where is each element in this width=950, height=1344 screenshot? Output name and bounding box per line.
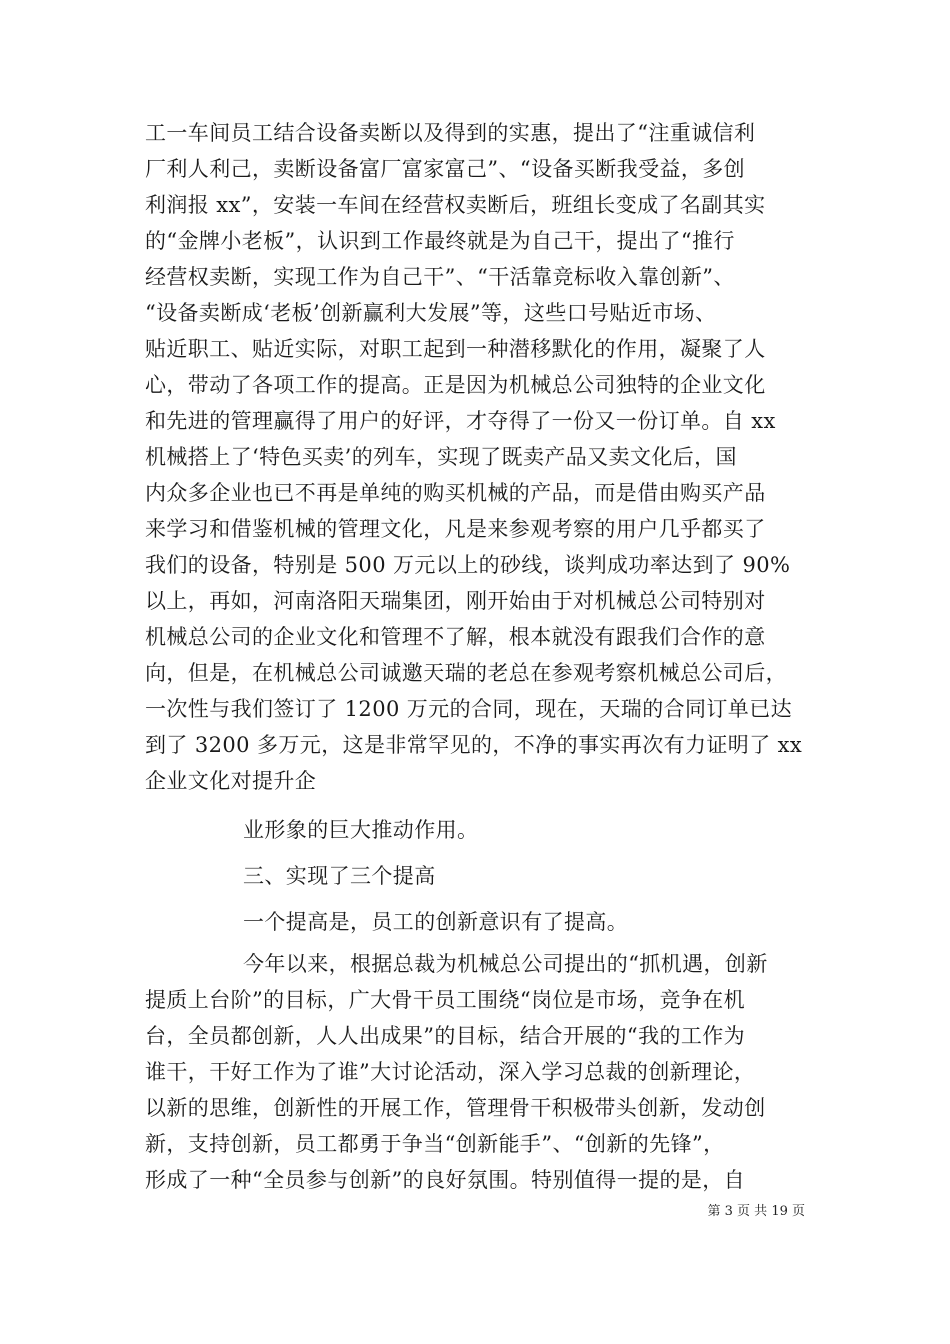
body-line-4: 的“金牌小老板”，认识到工作最终就是为自己干，提出了“推行 [145,229,735,253]
body-line-7: 贴近职工、贴近实际，对职工起到一种潜移默化的作用，凝聚了人 [145,337,766,361]
body-line-11: 内众多企业也已不再是单纯的购买机械的产品，而是借由购买产品 [145,481,766,505]
body-line-1: 工一车间员工结合设备卖断以及得到的实惠，提出了“注重诚信利 [145,121,756,145]
page-number-footer: 第 3 页 共 19 页 [707,1204,805,1219]
body-line-20: 业形象的巨大推动作用。 [243,818,479,842]
body-line-19: 企业文化对提升企 [145,769,317,793]
body-line-28: 新，支持创新，员工都勇于争当“创新能手”、“创新的先锋”， [145,1132,725,1156]
body-line-23: 今年以来，根据总裁为机械总公司提出的“抓机遇，创新 [243,952,768,976]
body-line-24: 提质上台阶”的目标，广大骨干员工围绕“岗位是市场，竞争在机 [145,988,746,1012]
section-heading: 三、实现了三个提高 [243,864,436,888]
body-line-25: 台，全员都创新，人人出成果”的目标，结合开展的“我的工作为 [145,1024,746,1048]
body-line-5: 经营权卖断，实现工作为自己干”、“干活靠竞标收入靠创新”、 [145,265,735,289]
body-line-6: “设备卖断成‘老板’创新赢利大发展”等，这些口号贴近市场、 [145,301,717,325]
body-line-13: 我们的设备，特别是 500 万元以上的砂线，谈判成功率达到了 90% [145,553,791,577]
body-line-9: 和先进的管理赢得了用户的好评，才夺得了一份又一份订单。自 xx [145,409,776,433]
body-line-3: 利润报 xx”，安装一车间在经营权卖断后，班组长变成了名副其实 [145,193,766,217]
body-line-12: 来学习和借鉴机械的管理文化，凡是来参观考察的用户几乎都买了 [145,517,766,541]
body-line-10: 机械搭上了‘特色买卖’的列车，实现了既卖产品又卖文化后，国 [145,445,737,469]
body-line-18: 到了 3200 多万元，这是非常罕见的，不净的事实再次有力证明了 xx [145,733,803,757]
body-line-14: 以上，再如，河南洛阳天瑞集团，刚开始由于对机械总公司特别对 [145,589,766,613]
subsection-heading: 一个提高是，员工的创新意识有了提高。 [243,910,629,934]
body-line-26: 谁干，干好工作为了谁”大讨论活动，深入学习总裁的创新理论， [145,1060,756,1084]
body-line-8: 心，带动了各项工作的提高。正是因为机械总公司独特的企业文化 [145,373,766,397]
body-line-29: 形成了一种“全员参与创新”的良好氛围。特别值得一提的是，自 [145,1168,746,1192]
body-line-17: 一次性与我们签订了 1200 万元的合同，现在，天瑞的合同订单已达 [145,697,792,721]
body-line-2: 厂利人利己，卖断设备富厂富家富己”、“设备买断我受益，多创 [145,157,746,181]
body-line-27: 以新的思维，创新性的开展工作，管理骨干积极带头创新，发动创 [145,1096,766,1120]
body-line-15: 机械总公司的企业文化和管理不了解，根本就没有跟我们合作的意 [145,625,766,649]
body-line-16: 向，但是，在机械总公司诚邀天瑞的老总在参观考察机械总公司后， [145,661,787,685]
